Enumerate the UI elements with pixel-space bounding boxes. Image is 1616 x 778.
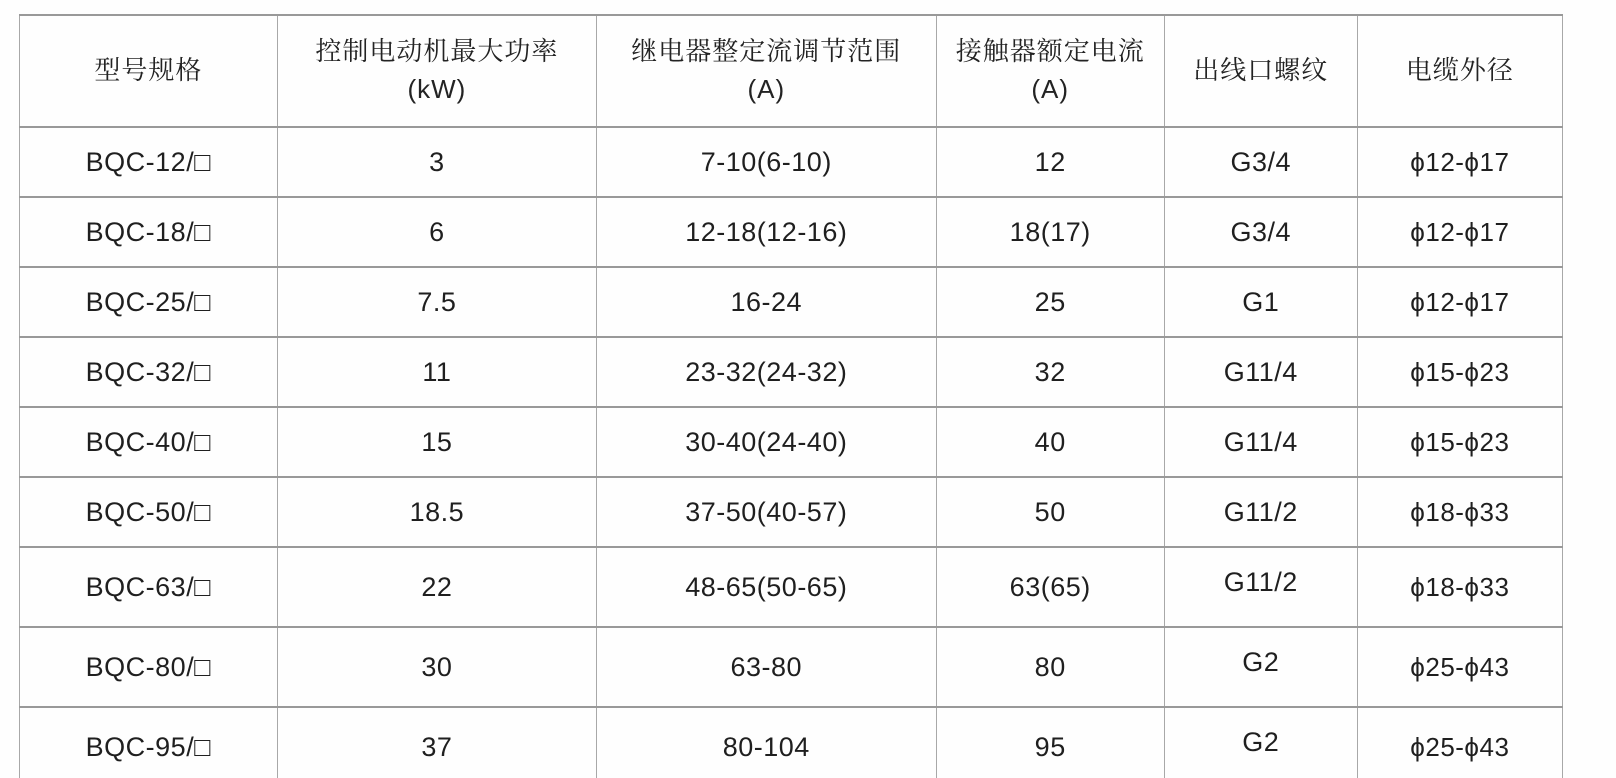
table-cell: ϕ18-ϕ33 <box>1357 547 1562 627</box>
table-cell: 25 <box>936 267 1164 337</box>
table-row <box>20 547 1563 627</box>
table-cell: 11 <box>277 337 596 407</box>
table-cell: ϕ12-ϕ17 <box>1357 267 1562 337</box>
table-cell: 6 <box>277 197 596 267</box>
table-cell: 22 <box>277 547 596 627</box>
column-header-cable-outer-diameter <box>1357 15 1562 127</box>
header-row <box>20 15 1563 127</box>
column-header-label: 电缆外径 <box>1405 55 1514 86</box>
table-cell: 63-80 <box>597 627 936 707</box>
table-cell: 37-50(40-57) <box>597 477 936 547</box>
table-cell: G3/4 <box>1164 127 1357 197</box>
spec-table-body <box>20 127 1563 778</box>
spec-table <box>19 14 1563 778</box>
table-cell: 50 <box>936 477 1164 547</box>
table-cell: 32 <box>936 337 1164 407</box>
table-cell: ϕ25-ϕ43 <box>1357 627 1562 707</box>
table-cell: ϕ12-ϕ17 <box>1357 197 1562 267</box>
column-header-label: 出线口螺纹 <box>1193 55 1329 86</box>
table-cell: ϕ15-ϕ23 <box>1357 407 1562 477</box>
column-header-contactor-rated-current <box>936 15 1164 127</box>
table-cell: G11/4 <box>1164 337 1357 407</box>
table-cell: BQC-12/□ <box>20 127 278 197</box>
table-row <box>20 337 1563 407</box>
table-cell: G3/4 <box>1164 197 1357 267</box>
table-cell: 80 <box>936 627 1164 707</box>
table-cell: 37 <box>277 707 596 778</box>
table-cell: 18(17) <box>936 197 1164 267</box>
table-cell: G2 <box>1164 707 1357 778</box>
column-header-label: 控制电动机最大功率 <box>315 36 559 67</box>
table-cell: BQC-80/□ <box>20 627 278 707</box>
table-cell: ϕ12-ϕ17 <box>1357 127 1562 197</box>
column-header-unit: (kW) <box>407 74 467 104</box>
table-cell: 12-18(12-16) <box>597 197 936 267</box>
table-row <box>20 197 1563 267</box>
table-cell: G11/4 <box>1164 407 1357 477</box>
table-cell: 95 <box>936 707 1164 778</box>
column-header-label: 接触器额定电流 <box>955 36 1145 67</box>
table-cell: BQC-50/□ <box>20 477 278 547</box>
table-cell: ϕ25-ϕ43 <box>1357 707 1562 778</box>
table-cell: 3 <box>277 127 596 197</box>
table-cell: 80-104 <box>597 707 936 778</box>
column-header-unit: (A) <box>747 74 786 104</box>
table-cell: 18.5 <box>277 477 596 547</box>
table-row <box>20 127 1563 197</box>
table-cell: ϕ18-ϕ33 <box>1357 477 1562 547</box>
table-cell: 7-10(6-10) <box>597 127 936 197</box>
table-cell: ϕ15-ϕ23 <box>1357 337 1562 407</box>
table-row <box>20 267 1563 337</box>
column-header-relay-setting-range <box>597 15 936 127</box>
column-header-unit: (A) <box>1031 74 1070 104</box>
table-cell: BQC-32/□ <box>20 337 278 407</box>
column-header-outlet-thread <box>1164 15 1357 127</box>
table-cell: BQC-25/□ <box>20 267 278 337</box>
table-cell: 12 <box>936 127 1164 197</box>
column-header-label: 型号规格 <box>94 55 203 86</box>
table-cell: BQC-95/□ <box>20 707 278 778</box>
table-row <box>20 707 1563 778</box>
table-cell: 30-40(24-40) <box>597 407 936 477</box>
table-row <box>20 477 1563 547</box>
table-cell: G11/2 <box>1164 477 1357 547</box>
table-row <box>20 627 1563 707</box>
table-cell: 63(65) <box>936 547 1164 627</box>
column-header-max-motor-power <box>277 15 596 127</box>
table-cell: 16-24 <box>597 267 936 337</box>
spec-table-header <box>20 15 1563 127</box>
table-cell: 48-65(50-65) <box>597 547 936 627</box>
column-header-model <box>20 15 278 127</box>
table-cell: 7.5 <box>277 267 596 337</box>
table-row <box>20 407 1563 477</box>
table-cell: G11/2 <box>1164 547 1357 627</box>
table-cell: G1 <box>1164 267 1357 337</box>
table-cell: BQC-40/□ <box>20 407 278 477</box>
table-cell: BQC-18/□ <box>20 197 278 267</box>
table-cell: 23-32(24-32) <box>597 337 936 407</box>
table-cell: G2 <box>1164 627 1357 707</box>
table-cell: BQC-63/□ <box>20 547 278 627</box>
table-cell: 30 <box>277 627 596 707</box>
table-cell: 40 <box>936 407 1164 477</box>
column-header-label: 继电器整定流调节范围 <box>631 36 902 67</box>
table-cell: 15 <box>277 407 596 477</box>
